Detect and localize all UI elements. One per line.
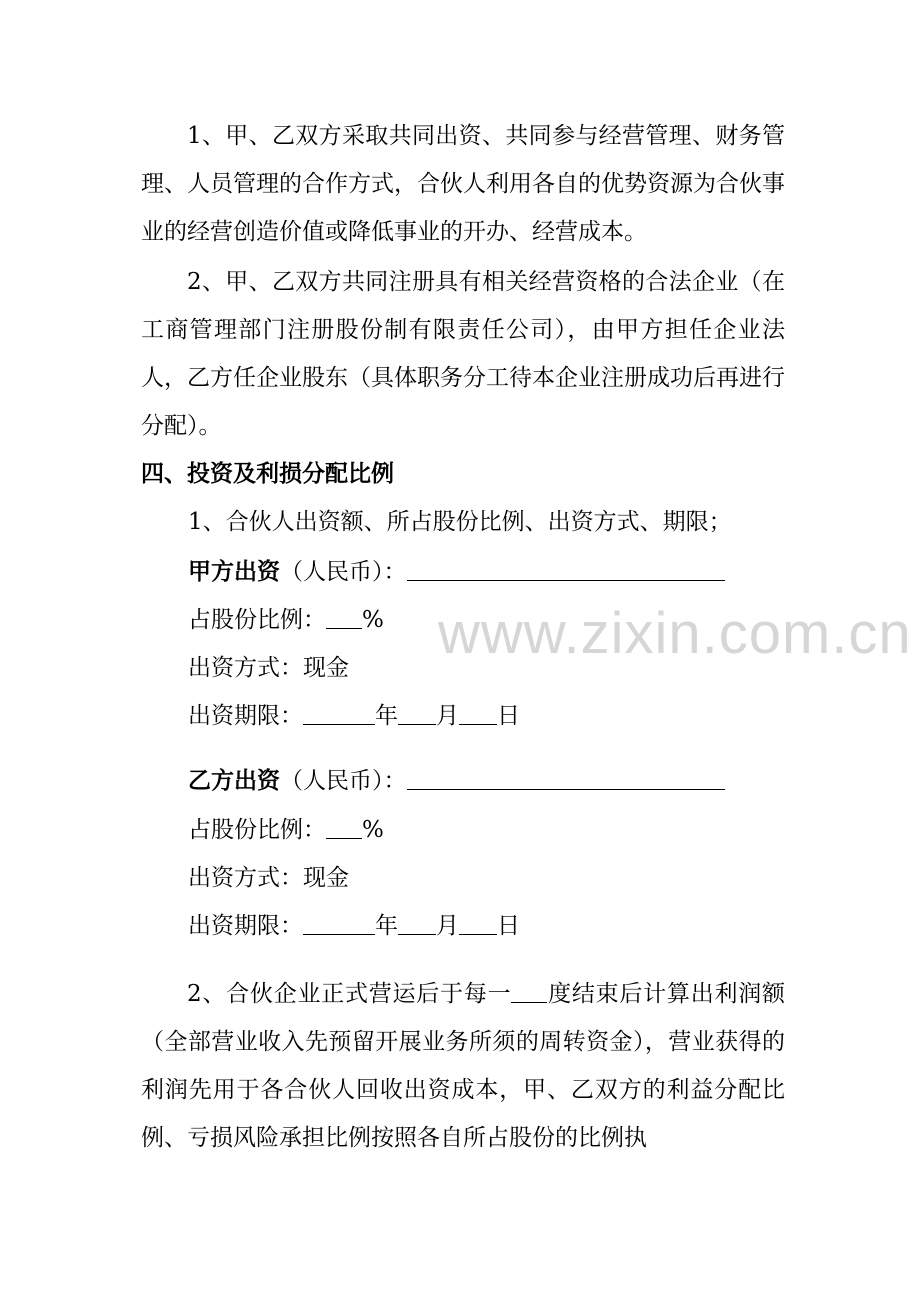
- paragraph-profit-distribution: [141, 970, 785, 1162]
- party-b-term-line: [188, 902, 520, 950]
- party-a-share-unit: %: [362, 607, 384, 633]
- party-b-method-value: 现金: [303, 865, 349, 891]
- party-b-year-blank[interactable]: [303, 912, 375, 935]
- party-a-share-blank[interactable]: [326, 606, 362, 629]
- party-a-day-blank[interactable]: [459, 702, 497, 725]
- party-b-share-unit: %: [362, 817, 384, 843]
- profit-period-blank[interactable]: [511, 980, 547, 1003]
- party-a-term-line: [188, 692, 520, 740]
- party-b-method-line: [188, 854, 349, 902]
- profit-distribution-prefix: 2、合伙企业正式营运后于每一: [187, 981, 512, 1007]
- party-b-month-blank[interactable]: [398, 912, 436, 935]
- party-a-share-label: 占股份比例：: [188, 607, 326, 633]
- party-b-year-label: 年: [375, 913, 398, 939]
- party-a-share-line: [188, 596, 384, 644]
- party-a-label: 甲方出资: [188, 558, 280, 585]
- party-b-label: 乙方出资: [188, 767, 280, 794]
- party-a-amount-blank[interactable]: [407, 558, 725, 581]
- party-a-month-label: 月: [436, 703, 459, 729]
- party-b-amount-blank[interactable]: [407, 767, 725, 790]
- party-b-month-label: 月: [436, 913, 459, 939]
- paragraph-cooperation-mode: 1、甲、乙双方采取共同出资、共同参与经营管理、财务管理、人员管理的合作方式，合伙人利用各自的优势资源为合伙事业的经营创造价值或降低事业的开办、经营成本。: [141, 123, 785, 245]
- party-a-year-blank[interactable]: [303, 702, 375, 725]
- section-heading-investment: 四、投资及利损分配比例: [141, 460, 394, 487]
- watermark-text: www.zixin.com.cn: [438, 601, 912, 666]
- party-b-day-blank[interactable]: [459, 912, 497, 935]
- party-a-method-value: 现金: [303, 655, 349, 681]
- party-a-method-line: [188, 644, 349, 692]
- party-b-currency-label: （人民币）：: [280, 768, 407, 794]
- party-a-day-label: 日: [497, 703, 520, 729]
- party-a-year-label: 年: [375, 703, 398, 729]
- profit-distribution-body: 度结束后计算出利润额（全部营业收入先预留开展业务所须的周转资金），营业获得的利润先用于各合伙人回收出资成本，甲、乙双方的利益分配比例、亏损风险承担比例按照各自所占股份的比例执: [141, 981, 785, 1151]
- party-a-method-label: 出资方式：: [188, 655, 303, 681]
- party-b-share-blank[interactable]: [326, 816, 362, 839]
- party-a-currency-label: （人民币）：: [280, 559, 407, 585]
- paragraph-company-registration: 2、甲、乙双方共同注册具有相关经营资格的合法企业（在工商管理部门注册股份制有限责任公司），由甲方担任企业法人，乙方任企业股东（具体职务分工待本企业注册成功后再进行分配）。: [141, 269, 785, 439]
- party-b-share-label: 占股份比例：: [188, 817, 326, 843]
- party-a-contribution-line: [188, 548, 725, 596]
- party-b-day-label: 日: [497, 913, 520, 939]
- item-capital-contribution: 1、合伙人出资额、所占股份比例、出资方式、期限；: [188, 509, 732, 535]
- party-b-term-label: 出资期限：: [188, 913, 303, 939]
- party-b-contribution-line: [188, 757, 725, 805]
- party-b-method-label: 出资方式：: [188, 865, 303, 891]
- party-b-share-line: [188, 806, 384, 854]
- party-a-term-label: 出资期限：: [188, 703, 303, 729]
- party-a-month-blank[interactable]: [398, 702, 436, 725]
